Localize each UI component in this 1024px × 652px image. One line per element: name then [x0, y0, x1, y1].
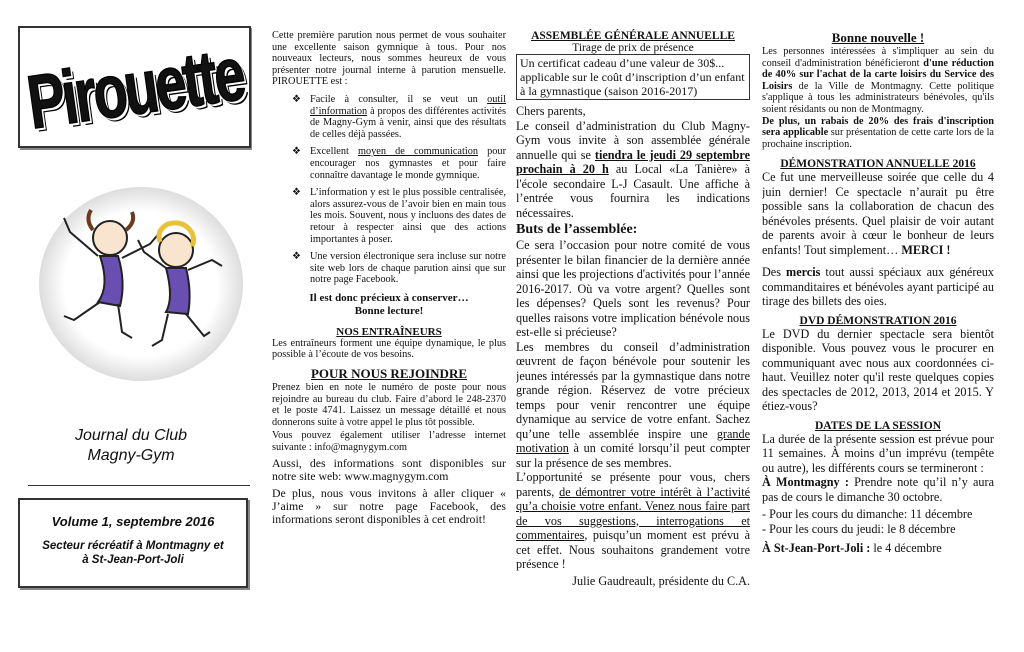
- facebook-text: De plus, nous vous invitons à aller cliquer « J’aime » sur notre page Facebook, des informations seront disponibles à cet endroit!: [272, 485, 506, 526]
- dimanche-date: - Pour les cours du dimanche: 11 décembre: [762, 507, 973, 522]
- tirage-subtitle: Tirage de prix de présence: [572, 42, 694, 54]
- volume-label: Volume 1, septembre 2016: [51, 514, 215, 529]
- news-column: [762, 0, 994, 652]
- secteur-label: Secteur récréatif à Montmagny et à St-Jean-Port-Joli: [42, 540, 224, 566]
- assemblee-heading: ASSEMBLÉE GÉNÉRALE ANNUELLE: [531, 30, 735, 42]
- website-text: Aussi, des informations sont disponibles sur notre site web: www.magnygym.com: [272, 455, 506, 483]
- dvd-heading: DVD DÉMONSTRATION 2016: [799, 314, 957, 327]
- membres-text: Les membres du conseil d’administration œuvrent de façon bénévole pour soutenir les jeunes intéressés par la gymnastique dans notre grande région. Réservez de votre précieux temps pour venir rencontrer une équipe dynamique au service de votre enfant. Sachez qu’une telle assemblée inspire une grande motivation à un comité lorsqu’il peut compter sur la présence de ses membres.: [516, 339, 750, 470]
- dates-heading: DATES DE LA SESSION: [814, 419, 942, 432]
- intro-paragraph: Cette première parution nous permet de vous souhaiter une excellente saison gymnique à tous. Pour nos nouveaux lecteurs, nous sommes heureux de vous présenter notre journal interne à parution mensuelle. PIROUETTE est :: [272, 30, 506, 88]
- demo-heading: DÉMONSTRATION ANNUELLE 2016: [780, 158, 976, 171]
- assemblee-paragraph: Le conseil d’administration du Club Magny-Gym vous invite à son assemblée générale annuelle qui se tiendra le jeudi 29 septembre prochain à 20 h au Local «La Tanière» à l'école secondaire L-J Casault. Une affiche à l’entrée vous fournira les indications nécessaires.: [516, 118, 750, 220]
- diamond-bullet-icon: ❖: [292, 93, 301, 105]
- pirouette-logo: Pirouette: [21, 29, 248, 145]
- diamond-bullet-icon: ❖: [292, 146, 301, 158]
- dates-text: La durée de la présente session est prévue pour 11 semaines. À moins d’un imprévu (tempête ou autre), les différents cours se termineront :: [762, 431, 994, 475]
- gymnasts-illustration: [38, 186, 244, 382]
- dvd-text: Le DVD du dernier spectacle sera bientôt disponible. Vous pouvez vous le procurer en communiquant avec nous aux coordonnées ci-haut. Veuillez noter qu'il reste quelques copies des spectacles de 2012, 2013, 2014 et 2015. Y étiez-vous?: [762, 326, 994, 414]
- entraineurs-text: Les entraîneurs forment une équipe dynamique, le plus possible à l’écoute de vos besoins.: [272, 337, 506, 361]
- intro-column: [272, 0, 506, 652]
- cover-column: [10, 0, 252, 622]
- greeting: Chers parents,: [516, 104, 586, 118]
- jeudi-date: - Pour les cours du jeudi: le 8 décembre: [762, 521, 956, 536]
- rejoindre-text: Prenez bien en note le numéro de poste pour nous rejoindre au bureau du club. Faire d’abord le 248-2370 et le poste 4741. Laissez un message détaillé et nous donnerons suite à votre appel le plus tôt possible.: [272, 382, 506, 428]
- list-item: ❖ Facile à consulter, il se veut un outil d’information à propos des différentes activités de Magny-Gym à venir, ainsi que des résultats de celles déjà passées.: [292, 93, 506, 140]
- email-text: Vous pouvez également utiliser l’adresse internet suivante : info@magnygym.com: [272, 430, 506, 454]
- prize-box: Un certificat cadeau d’une valeur de 30$... applicable sur le coût d’inscription d’un enfant à la gymnastique (saison 2016-2017): [516, 54, 750, 100]
- bonne-nouvelle-heading: Bonne nouvelle !: [831, 30, 925, 45]
- diamond-bullet-icon: ❖: [292, 251, 301, 263]
- volume-box: [18, 498, 248, 588]
- features-list: [272, 94, 506, 286]
- logo-box: [18, 26, 251, 148]
- divider: [28, 485, 250, 486]
- bonne-nouvelle-text: Les personnes intéressées à s'impliquer au sein du conseil d'administration bénéficieront d'une réduction de 40% sur l'achat de la carte loisirs du Service des Loisirs de la Ville de Montmagny. Cette politique s'applique à tous les administrateurs bénévoles, qu'ils soient résidants ou non de Montmagny.: [762, 46, 994, 115]
- list-item: ❖ Excellent moyen de communication pour encourager nos gymnastes et pour faire connaître davantage le monde gymnique.: [292, 146, 506, 181]
- montmagny-text: À Montmagny : Prendre note qu’il n’y aura pas de cours le dimanche 30 octobre.: [762, 475, 994, 504]
- rabais-text: De plus, un rabais de 20% des frais d'inscription sera applicable sur présentation de cette carte lors de la prochaine inscription.: [762, 115, 994, 150]
- list-item: ❖ Une version électronique sera incluse sur notre site web lors de chaque parution ainsi que sur notre page Facebook.: [292, 251, 506, 286]
- list-item: ❖ L’information y est le plus possible centralisée, alors assurez-vous de l’avoir bien en main tous les mois. Souvent, nous y incluons des dates de retour à respecter ainsi que des actions importantes à poser.: [292, 187, 506, 245]
- entraineurs-heading: NOS ENTRAÎNEURS: [336, 325, 442, 338]
- opportunite-text: L’opportunité se présente pour vous, chers parents, de démontrer votre intérêt à l’activité qu’a choisie votre enfant. Venez nous faire part de vos suggestions, interrogations et commentaires, puisqu’un moment est prévu à cet effet. Nous souhaitons grandement votre présence !: [516, 470, 750, 571]
- conserve-note: Il est donc précieux à conserver… Bonne lecture!: [309, 291, 469, 317]
- rejoindre-heading: POUR NOUS REJOINDRE: [310, 366, 467, 382]
- demo-text: Ce fut une merveilleuse soirée que celle du 4 juin dernier! Ce spectacle n’aurait pu être possible sans la collaboration de chacun des bénévoles présents. Quel plaisir de voir autant de parents avoir à cœur le bonheur de leurs enfants! Tout simplement… MERCI !: [762, 170, 994, 257]
- signature: Julie Gaudreault, présidente du C.A.: [572, 573, 750, 588]
- stjean-text: À St-Jean-Port-Joli : le 4 décembre: [762, 541, 942, 556]
- journal-title: Journal du Club Magny-Gym: [74, 427, 188, 464]
- assemblee-column: [516, 0, 750, 652]
- diamond-bullet-icon: ❖: [292, 187, 301, 199]
- buts-text: Ce sera l’occasion pour notre comité de vous présenter le bilan financier de la dernière année ainsi que les projections d'activités pour l’année 2016-2017. Où va votre argent? Quelles sont les dépenses? Quels sont les revenus? Pour quelles raisons votre implication bénévole nous est-elle si précieuse?: [516, 238, 750, 339]
- merci-text: Des mercis tout aussi spéciaux aux généreux commanditaires et bénévoles ayant participé au tirage des billets des oies.: [762, 265, 994, 309]
- buts-heading: Buts de l’assemblée:: [516, 222, 638, 237]
